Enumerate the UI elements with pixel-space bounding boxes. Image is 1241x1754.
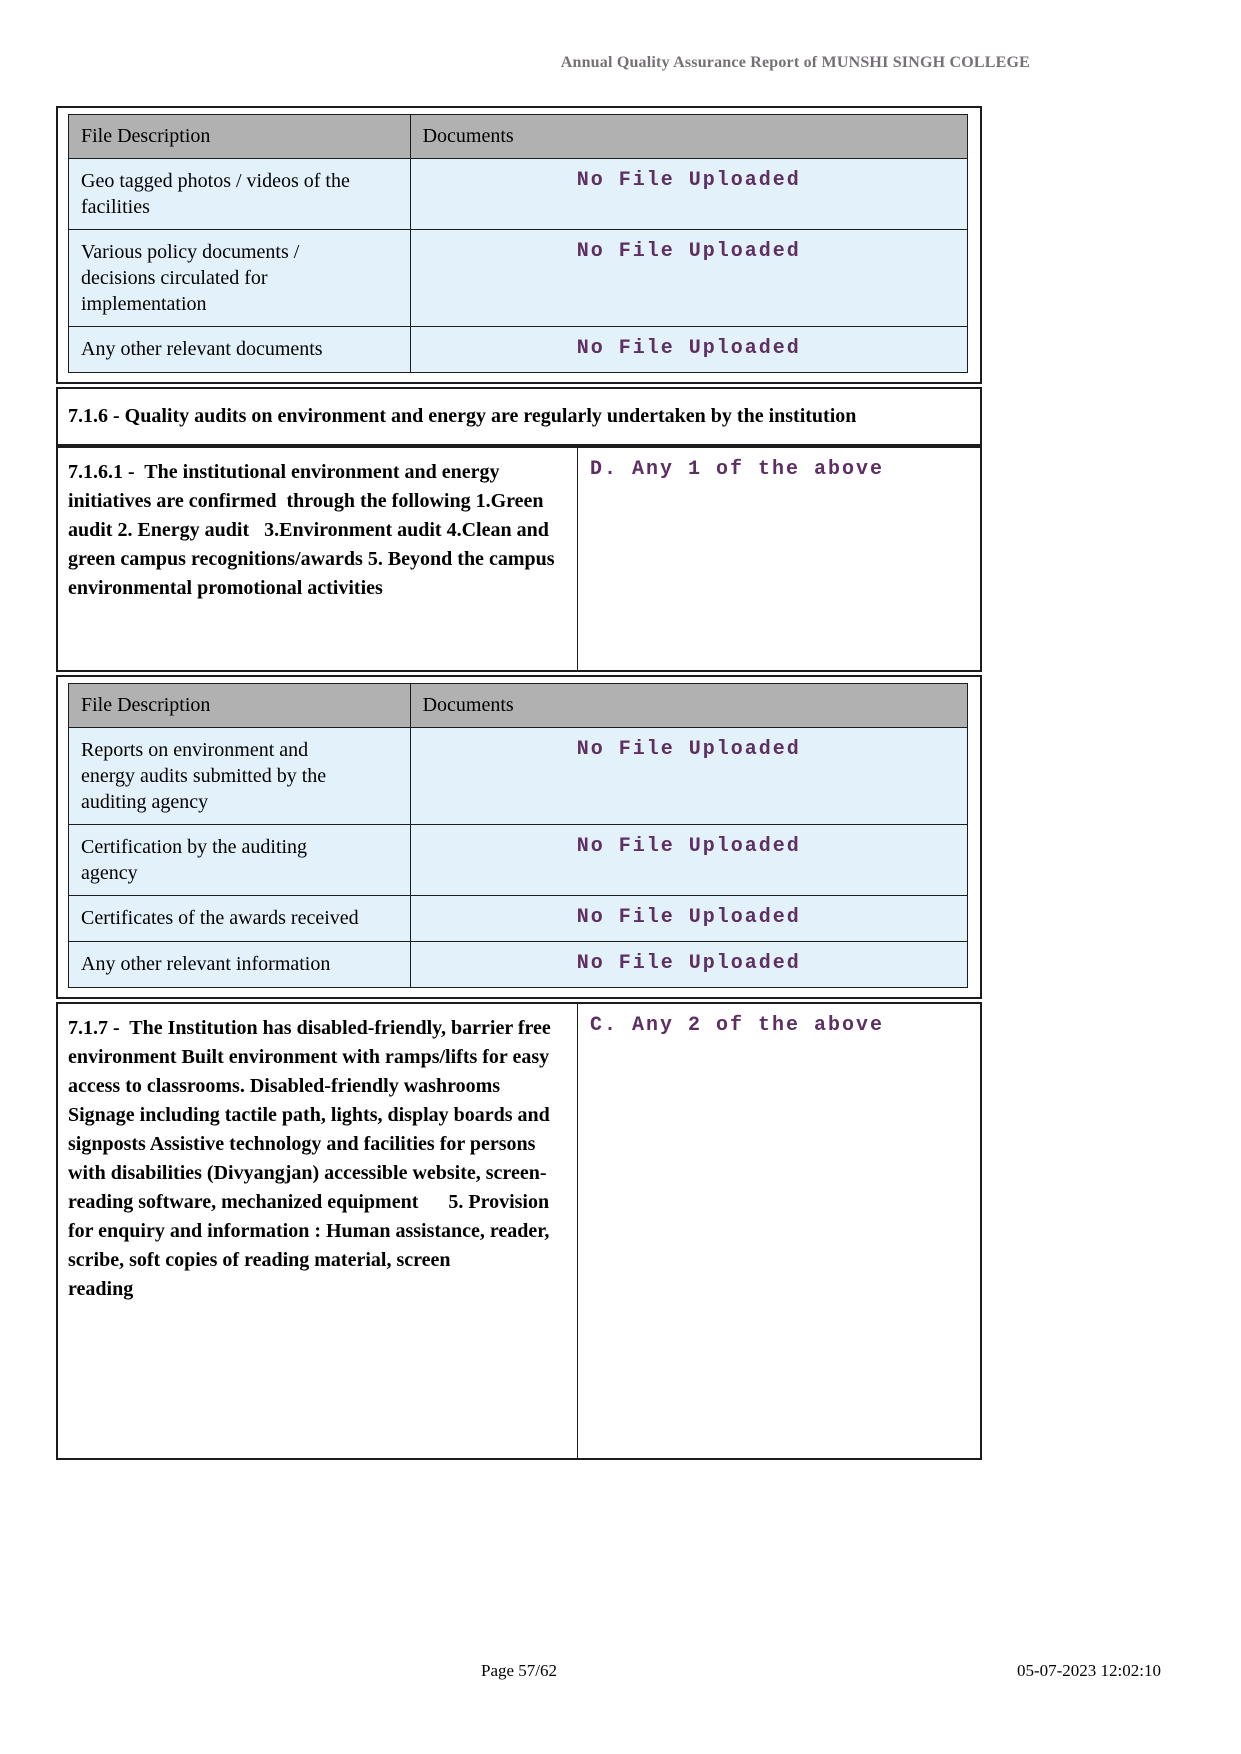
question-text-717: 7.1.7 - The Institution has disabled-friendly, barrier free environment Built environment with ramps/lifts for easy access to classrooms. Disabled-friendly washrooms Signage including tactile path, lights, display boards and signposts Assistive technology and facilities for persons with disabilities (Divyangjan) accessible website, screen-reading software, mechanized equipment 5. Provision for enquiry and information : Human assistance, reader, scribe, soft copies of reading material, screen reading — [58, 1004, 578, 1458]
footer-datetime: 05-07-2023 12:02:10 — [1016, 1661, 1161, 1680]
footer-page-number: Page 57/62 — [480, 1661, 558, 1680]
table-header-row — [69, 684, 968, 728]
document-status-cell: No File Uploaded — [410, 159, 967, 230]
file-table-2 — [68, 683, 968, 988]
file-description-text: Reports on environment and energy audits submitted by the auditing agency — [81, 739, 327, 813]
file-table-2-section — [56, 675, 982, 999]
table-row — [69, 896, 968, 942]
document-status-cell: No File Uploaded — [410, 896, 967, 942]
document-status-cell: No File Uploaded — [410, 327, 967, 373]
answer-value-7161: D. Any 1 of the above — [590, 458, 885, 481]
table-row — [69, 230, 968, 327]
document-status-cell: No File Uploaded — [410, 230, 967, 327]
file-description-cell — [69, 230, 411, 327]
table-row — [69, 327, 968, 373]
file-description-text: Certification by the auditing agency — [81, 836, 308, 884]
table-row — [69, 159, 968, 230]
table-row — [69, 728, 968, 825]
file-description-cell — [69, 728, 411, 825]
file-description-text: Geo tagged photos / videos of the facilities — [81, 170, 350, 218]
file-description-text: Any other relevant documents — [81, 338, 323, 360]
column-header-file-description: File Description — [69, 115, 411, 159]
document-status-cell: No File Uploaded — [410, 825, 967, 896]
document-status-cell: No File Uploaded — [410, 942, 967, 988]
document-content-column — [56, 106, 982, 1460]
file-description-text: Certificates of the awards received — [81, 907, 359, 929]
table-row — [69, 942, 968, 988]
file-description-text: Various policy documents / decisions circulated for implementation — [81, 241, 300, 315]
file-description-cell — [69, 327, 411, 373]
column-header-file-description: File Description — [69, 684, 411, 728]
answer-value-717: C. Any 2 of the above — [590, 1014, 885, 1037]
question-block-7161 — [56, 446, 982, 672]
question-text-7161: 7.1.6.1 - The institutional environment and energy initiatives are confirmed through the following 1.Green audit 2. Energy audit 3.Environment audit 4.Clean and green campus recognitions/awards 5. Beyond the campus environmental promotional activities — [58, 448, 578, 670]
table-row — [69, 825, 968, 896]
file-description-cell — [69, 896, 411, 942]
document-status-cell: No File Uploaded — [410, 728, 967, 825]
file-table-1 — [68, 114, 968, 373]
section-heading-716: 7.1.6 - Quality audits on environment and energy are regularly undertaken by the institution — [56, 387, 982, 446]
file-description-text: Any other relevant information — [81, 953, 331, 975]
file-description-cell — [69, 159, 411, 230]
report-header-title: Annual Quality Assurance Report of MUNSHI SINGH COLLEGE — [560, 54, 1030, 71]
question-block-717 — [56, 1002, 982, 1460]
table-header-row — [69, 115, 968, 159]
file-table-1-section — [56, 106, 982, 384]
column-header-documents: Documents — [410, 684, 967, 728]
file-description-cell — [69, 942, 411, 988]
file-description-cell — [69, 825, 411, 896]
column-header-documents: Documents — [410, 115, 967, 159]
